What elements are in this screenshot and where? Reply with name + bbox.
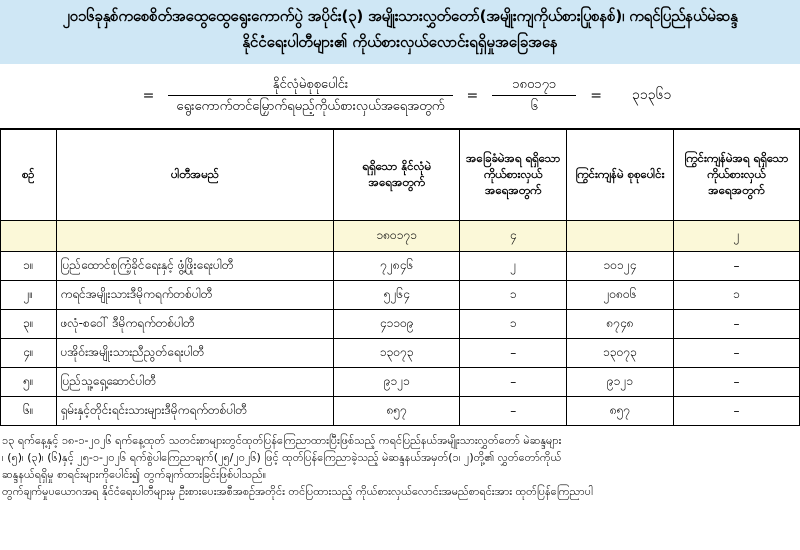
row-party: ရှမ်းနှင့်တိုင်းရင်းသားများဒီမိုကရက်တစ်ပါတီ [56, 396, 334, 425]
row-base-seats: ၂ [460, 251, 567, 280]
row-no: ၄။ [1, 338, 57, 367]
header-title-line2: နိုင်ငံရေးပါတီများ၏ ကိုယ်စားလှယ်လောင်းရရှိမှုအခြေအနေ [242, 32, 558, 51]
header-title-line1: ၂၀၁၆ခုနှစ်ကစေစိတ်အထွေထွေရွေးကောက်ပွဲ အပိုင်း(၃) အမျိုးသားလွှတ်တော်(အမျိုးကျကိုယ်စားပြုစနစ်)၊ ကရင်ပြည်နယ်မဲဆန္ဒ [62, 7, 738, 25]
seat-allocation-table [0, 129, 800, 426]
table-header-row [1, 129, 800, 220]
row-no: ၅။ [1, 367, 57, 396]
footnote-line: ၁၃ ရက်နေ့နှင့် ၁၈-၁-၂၀၂၆ ရက်နေ့ထုတ် သတင်းစာများတွင်ထုတ်ပြန်ကြေညာထားပြီးဖြစ်သည့် ကရင်ပြည်နယ်အမျိုးသားလွှတ်တော် မဲဆန္ဒများ [2, 433, 562, 447]
table-row [1, 396, 800, 425]
totals-residual-seats: ၂ [673, 220, 799, 251]
footnote-line: ၊ (၅)၊ (၃)၊ (၆)နှင့် ၂၅-၁-၂၀၂၆ ရက်စွဲပါကြေညာချက်(၂၅/၂၀၂၆) ဖြင့် ထုတ်ပြန်ကြေညာခဲ့သည့် မဲဆန္ဒနယ်အမှတ်(၁၊ ၂)တို့၏ လွှတ်တော်ကိုယ် [2, 450, 562, 464]
table-row [1, 338, 800, 367]
totals-party [56, 220, 334, 251]
formula-equals-3: = [590, 87, 602, 104]
column-header-residual-votes: ကြွင်းကျန်မဲ စုစုပေါင်း [567, 129, 674, 220]
totals-total-votes: ၁၈၀၁၇၁ [334, 220, 460, 251]
row-residual-seats: – [673, 367, 799, 396]
row-residual-seats: ၁ [673, 280, 799, 309]
formula-equals-1: = [142, 87, 155, 104]
footnotes [0, 426, 800, 500]
row-residual-seats: – [673, 309, 799, 338]
row-party: ပြည်ထောင်စုကြံ့ခိုင်ရေးနှင့် ဖွံ့ဖြိုးရေးပါတီ [56, 251, 334, 280]
row-residual-votes: ၈၅၇ [567, 396, 674, 425]
formula-denominator-value: ၆ [530, 99, 538, 115]
footnote-line: ဆန္ဒနယ်ရရှိမှု စာရင်းများကိုပေါင်း၍ တွက်ချက်ထားခြင်းဖြစ်ပါသည်။ [2, 467, 267, 481]
row-no: ၁။ [1, 251, 57, 280]
row-no: ၆။ [1, 396, 57, 425]
row-residual-votes: ၉၁၂၁ [567, 367, 674, 396]
row-total-votes: ၈၅၇ [334, 396, 460, 425]
table-body [1, 220, 800, 425]
row-residual-votes: ၁၀၁၂၄ [567, 251, 674, 280]
formula-numerator-value: ၁၈၀၁၇၁ [492, 76, 576, 97]
column-header-residual-seats: ကြွင်းကျန်မဲအရ ရရှိသော ကိုယ်စားလှယ် အရေအတွက် [673, 129, 799, 220]
row-residual-votes: ၁၃၀၇၃ [567, 338, 674, 367]
column-header-party: ပါတီအမည် [56, 129, 334, 220]
row-residual-seats: – [673, 338, 799, 367]
totals-no [1, 220, 57, 251]
row-party: ကရင်အမျိုးသားဒီမိုကရက်တစ်ပါတီ [56, 280, 334, 309]
totals-residual-votes [567, 220, 674, 251]
footnote-line: တွက်ချက်မှုပယောဂအရ နိုင်ငံရေးပါတီများမှ ဦးစားပေးအစီအစဉ်အတိုင်း တင်ပြထားသည့် ကိုယ်စားလှယ်လောင်းအမည်စာရင်းအား ထုတ်ပြန်ကြေညာပါ [2, 484, 593, 498]
formula-fraction-words [168, 76, 452, 116]
table-row [1, 251, 800, 280]
formula-fraction-numbers [492, 76, 576, 116]
row-total-votes: ၇၂၈၄၆ [334, 251, 460, 280]
row-no: ၂။ [1, 280, 57, 309]
row-residual-seats: – [673, 251, 799, 280]
formula-denominator-label: ရွေးကောက်တင်မြှောက်ရမည့်ကိုယ်စားလှယ်အရေအတွက် [176, 99, 445, 115]
row-party: ဖလုံ-စဝေါ် ဒီမိုကရက်တစ်ပါတီ [56, 309, 334, 338]
column-header-total-votes: ရရှိသော နိုင်လုံမဲ အရေအတွက် [334, 129, 460, 220]
row-total-votes: ၄၁၁၀၉ [334, 309, 460, 338]
row-total-votes: ၉၁၂၁ [334, 367, 460, 396]
table-header [1, 129, 800, 220]
row-base-seats: ၁ [460, 280, 567, 309]
row-base-seats: ၁ [460, 309, 567, 338]
column-header-no: စဉ် [1, 129, 57, 220]
row-base-seats: – [460, 367, 567, 396]
row-total-votes: ၅၂၆၄ [334, 280, 460, 309]
row-base-seats: – [460, 338, 567, 367]
row-no: ၃။ [1, 309, 57, 338]
table-row [1, 367, 800, 396]
table-row [1, 309, 800, 338]
row-party: ပအိုဝ်းအမျိုးသားညီညွတ်ရေးပါတီ [56, 338, 334, 367]
row-residual-votes: ၈၇၄၈ [567, 309, 674, 338]
row-total-votes: ၁၃၀၇၃ [334, 338, 460, 367]
formula-result-value: ၃၁၃၆၁ [631, 87, 672, 104]
column-header-base-seats: အခြေခံမဲအရ ရရှိသော ကိုယ်စားလှယ် အရေအတွက် [460, 129, 567, 220]
row-residual-votes: ၂၀၈၀၆ [567, 280, 674, 309]
table-row [1, 280, 800, 309]
page-header-banner [0, 0, 800, 64]
formula-equals-2: = [466, 87, 479, 104]
row-party: ပြည်သူ့ရှေ့ဆောင်ပါတီ [56, 367, 334, 396]
formula-numerator-label: နိုင်လုံမဲစုစုပေါင်း [168, 76, 452, 97]
quota-formula [0, 64, 800, 129]
row-base-seats: – [460, 396, 567, 425]
totals-base-seats: ၄ [460, 220, 567, 251]
row-residual-seats: – [673, 396, 799, 425]
table-totals-row [1, 220, 800, 251]
